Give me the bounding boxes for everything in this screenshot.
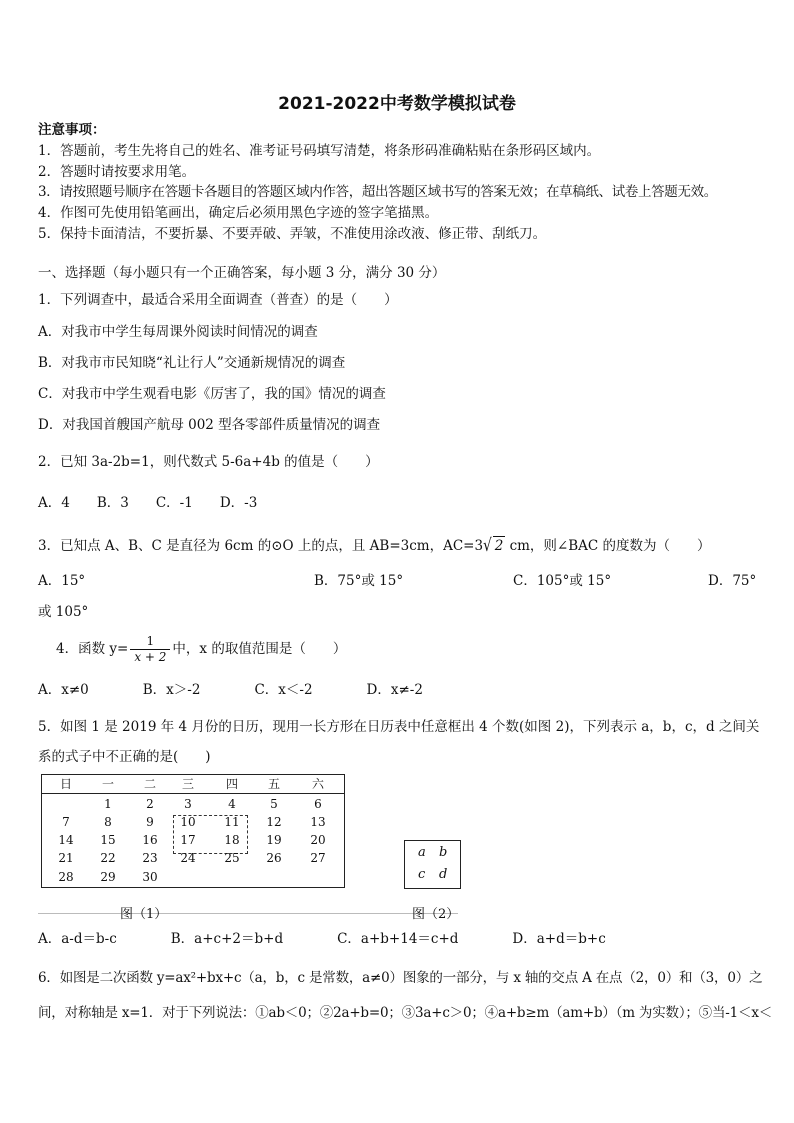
calendar-header-cell: 二 <box>143 777 156 791</box>
calendar-day: 28 <box>58 870 74 884</box>
box-letter-d: d <box>439 867 448 882</box>
box-letter-b: b <box>439 845 448 860</box>
q1-option-a: A．对我市中学生每周课外阅读时间情况的调查 <box>38 324 318 340</box>
q3-option-b: B．75°或 15° <box>314 573 404 589</box>
q5-stem-line2: 系的式子中不正确的是( ) <box>38 749 211 765</box>
q4-fraction <box>130 634 170 665</box>
calendar-day: 14 <box>58 833 74 847</box>
notice-item: 2．答题时请按要求用笔。 <box>38 164 196 180</box>
q2-options: A．4 B．3 C．-1 D．-3 <box>38 495 258 511</box>
calendar-header-cell: 三 <box>181 777 194 791</box>
exam-title: 2021-2022中考数学模拟试卷 <box>278 94 516 114</box>
q3-option-d: D．75° <box>708 573 757 589</box>
q3-stem-post: cm，则∠BAC 的度数为（ ） <box>505 538 711 554</box>
q3-option-c: C．105°或 15° <box>513 573 612 589</box>
calendar-day: 30 <box>142 870 158 884</box>
calendar-header-cell: 六 <box>311 777 324 791</box>
q3-option-a: A．15° <box>38 573 86 589</box>
sqrt-sign: √ <box>483 535 492 557</box>
calendar-day: 20 <box>310 833 326 847</box>
notice-item: 5．保持卡面清洁，不要折暴、不要弄破、弄皱，不准使用涂改液、修正带、刮纸刀。 <box>38 226 547 242</box>
calendar-day: 19 <box>266 833 282 847</box>
fraction-denominator: x + 2 <box>134 650 167 664</box>
calendar-figure <box>41 774 345 888</box>
calendar-day: 7 <box>62 815 70 829</box>
calendar-day: 24 <box>180 851 196 865</box>
calendar-day: 11 <box>224 815 240 829</box>
q1-option-c: C．对我市中学生观看电影《厉害了，我的国》情况的调查 <box>38 386 386 402</box>
calendar-day: 17 <box>180 833 196 847</box>
calendar-day: 9 <box>146 815 154 829</box>
q6-stem-line1: 6．如图是二次函数 y=ax²+bx+c（a，b，c 是常数，a≠0）图象的一部分，与 x 轴的交点 A 在点（2，0）和（3，0）之 <box>38 970 763 986</box>
fraction-numerator: 1 <box>130 634 170 650</box>
calendar-day: 15 <box>100 833 116 847</box>
calendar-day: 8 <box>104 815 112 829</box>
figure2-box <box>404 840 461 889</box>
calendar-day: 22 <box>100 851 116 865</box>
q3-stem-pre: 3．已知点 A、B、C 是直径为 6cm 的⊙O 上的点，且 AB=3cm，AC=3 <box>38 538 484 554</box>
notice-heading: 注意事项： <box>38 122 106 138</box>
calendar-header-cell: 四 <box>225 777 238 791</box>
calendar-day: 21 <box>58 851 74 865</box>
calendar-header-cell: 一 <box>101 777 114 791</box>
fig1-caption: 图（1） <box>120 907 168 922</box>
calendar-day: 29 <box>100 870 116 884</box>
q4-stem <box>56 632 346 666</box>
fig2-caption: 图（2） <box>412 907 460 922</box>
calendar-day: 25 <box>224 851 240 865</box>
calendar-day: 23 <box>142 851 158 865</box>
q2-stem: 2．已知 3a-2b=1，则代数式 5-6a+4b 的值是（ ） <box>38 454 379 470</box>
q1-stem: 1．下列调查中，最适合采用全面调查（普查）的是（ ） <box>38 292 398 308</box>
notice-item: 3．请按照题号顺序在答题卡各题目的答题区域内作答，超出答题区域书写的答案无效；在草稿纸、试卷上答题无效。 <box>38 184 717 200</box>
q3-stem <box>38 536 711 555</box>
calendar-day: 4 <box>228 797 236 811</box>
calendar-day: 26 <box>266 851 282 865</box>
notice-item: 1．答题前，考生先将自己的姓名、准考证号码填写清楚，将条形码准确粘贴在条形码区域内。 <box>38 143 601 159</box>
calendar-day: 1 <box>104 797 112 811</box>
calendar-day: 3 <box>184 797 192 811</box>
q3-option-d-cont: 或 105° <box>38 604 89 620</box>
q5-stem-line1: 5．如图 1 是 2019 年 4 月份的日历，现用一长方形在日历表中任意框出 4 个数(如图 2)，下列表示 a，b，c，d 之间关 <box>38 719 760 735</box>
calendar-header-cell: 五 <box>267 777 280 791</box>
box-letter-a: a <box>418 845 426 860</box>
q3-radicand: 2 <box>494 538 504 554</box>
calendar-day: 6 <box>314 797 322 811</box>
box-letter-c: c <box>418 867 426 882</box>
q4-stem-post: 中，x 的取值范围是（ ） <box>172 641 347 657</box>
calendar-day: 27 <box>310 851 326 865</box>
calendar-day: 10 <box>180 815 196 829</box>
calendar-day: 13 <box>310 815 326 829</box>
calendar-day: 18 <box>224 833 240 847</box>
calendar-header-cell: 日 <box>59 777 72 791</box>
section-heading: 一、选择题（每小题只有一个正确答案，每小题 3 分，满分 30 分） <box>38 265 446 281</box>
q1-option-b: B．对我市市民知晓“礼让行人”交通新规情况的调查 <box>38 355 346 371</box>
q6-stem-line2: 间，对称轴是 x=1．对于下列说法：①ab＜0；②2a+b=0；③3a+c＞0；④a+b≥m（am+b）（m 为实数）；⑤当-1＜x＜ <box>38 1005 773 1021</box>
calendar-day: 5 <box>270 797 278 811</box>
q4-options: A．x≠0 B．x＞-2 C．x＜-2 D．x≠-2 <box>38 682 423 698</box>
calendar-day: 16 <box>142 833 158 847</box>
figure-baseline <box>38 913 458 914</box>
notice-item: 4．作图可先使用铅笔画出，确定后必须用黑色字迹的签字笔描黑。 <box>38 205 439 221</box>
q1-option-d: D．对我国首艘国产航母 002 型各零部件质量情况的调查 <box>38 417 381 433</box>
q5-options: A．a-d＝b-c B．a+c+2＝b+d C．a+b+14＝c+d D．a+d＝b+c <box>38 931 606 947</box>
q4-stem-pre: 4．函数 y= <box>56 641 129 657</box>
calendar-day: 12 <box>266 815 282 829</box>
calendar-day: 2 <box>146 797 154 811</box>
